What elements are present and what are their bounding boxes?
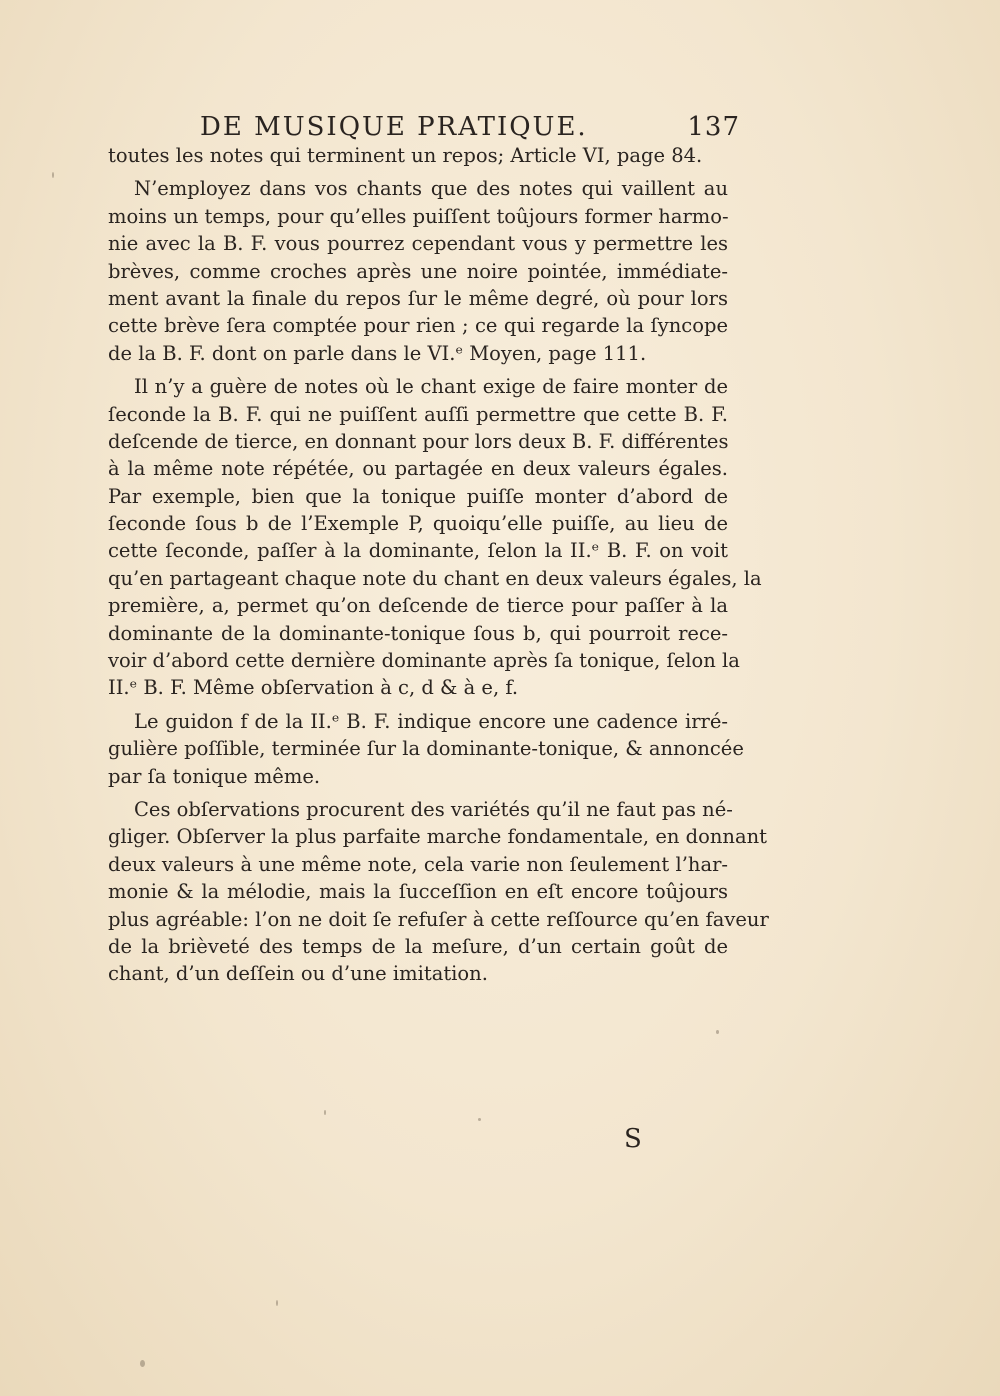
ink-speck xyxy=(140,1360,145,1367)
text-line: qu’en partageant chaque note du chant en deux valeurs égales, la xyxy=(108,566,762,590)
paragraph-3 xyxy=(108,373,762,702)
paragraph-5 xyxy=(108,796,769,988)
text-line: première, a, permet qu’on deſcende de tierce pour paſſer à la xyxy=(108,594,728,618)
text-line: toutes les notes qui terminent un repos; Article VI, page 84. xyxy=(108,144,703,167)
running-title: DE MUSIQUE PRATIQUE. xyxy=(200,112,588,142)
text-line: II.ᵉ B. F. Même obſervation à c, d & à e, f. xyxy=(108,676,519,700)
text-line: Le guidon f de la II.ᵉ B. F. indique encore une cadence irré- xyxy=(134,709,728,733)
text-line: deſcende de tierce, en donnant pour lors deux B. F. différentes xyxy=(108,429,729,453)
ink-speck xyxy=(478,1118,481,1121)
page-number: 137 xyxy=(687,112,740,142)
paragraph-2 xyxy=(108,175,728,367)
text-line: de la B. F. dont on parle dans le VI.ᵉ Moyen, page 111. xyxy=(108,341,647,365)
ink-speck xyxy=(52,172,54,178)
text-line: ſeconde la B. F. qui ne puiſſent auſſi permettre que cette B. F. xyxy=(108,402,728,426)
text-line: Ces obſervations procurent des variétés qu’il ne faut pas né- xyxy=(134,797,733,821)
text-line: monie & la mélodie, mais la ſucceſſion en eſt encore toûjours xyxy=(108,880,728,904)
signature-mark: S xyxy=(624,1124,642,1154)
text-line: deux valeurs à une même note, cela varie non ſeulement l’har- xyxy=(108,852,728,876)
text-line: plus agréable: l’on ne doit ſe refuſer à cette reſſource qu’en faveur xyxy=(108,907,769,931)
ink-speck xyxy=(276,1300,278,1306)
text-line: gliger. Obſerver la plus parfaite marche fondamentale, en donnant xyxy=(108,825,767,849)
text-line: N’employez dans vos chants que des notes qui vaillent au xyxy=(134,177,728,201)
text-line: moins un temps, pour qu’elles puiſſent toûjours former harmo- xyxy=(108,204,729,228)
ink-speck xyxy=(324,1110,326,1115)
text-line: cette brève ſera comptée pour rien ; ce qui regarde la ſyncope xyxy=(108,314,728,338)
text-line: de la brièveté des temps de la meſure, d’un certain goût de xyxy=(108,934,728,958)
text-line: ſeconde ſous b de l’Exemple P, quoiqu’elle puiſſe, au lieu de xyxy=(108,512,728,536)
ink-speck xyxy=(716,1030,719,1034)
text-line: voir d’abord cette dernière dominante après ſa tonique, ſelon la xyxy=(108,649,740,673)
text-line: brèves, comme croches après une noire pointée, immédiate- xyxy=(108,259,728,283)
text-line: par ſa tonique même. xyxy=(108,764,321,788)
paragraph-1 xyxy=(108,142,728,169)
text-line: chant, d’un deſſein ou d’une imitation. xyxy=(108,962,488,986)
text-line: gulière poſſible, terminée ſur la dominante-tonique, & annoncée xyxy=(108,737,744,761)
text-line: à la même note répétée, ou partagée en deux valeurs égales. xyxy=(108,457,728,481)
text-line: Par exemple, bien que la tonique puiſſe monter d’abord de xyxy=(108,484,728,508)
text-line: Il n’y a guère de notes où le chant exige de faire monter de xyxy=(134,375,728,399)
text-line: cette ſeconde, paſſer à la dominante, ſelon la II.ᵉ B. F. on voit xyxy=(108,539,728,563)
body-text xyxy=(108,142,769,988)
text-line: nie avec la B. F. vous pourrez cependant vous y permettre les xyxy=(108,232,728,256)
paragraph-4 xyxy=(108,708,744,790)
text-line: ment avant la finale du repos ſur le même degré, où pour lors xyxy=(108,286,728,310)
text-line: dominante de la dominante-tonique ſous b, qui pourroit rece- xyxy=(108,621,728,645)
